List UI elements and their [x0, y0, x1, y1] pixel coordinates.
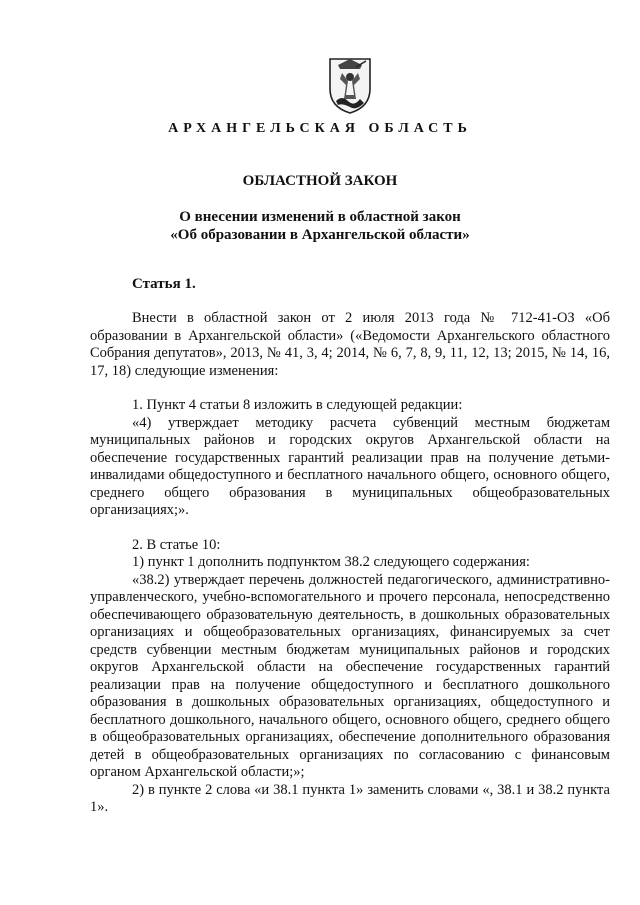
item-2-sub-1: 1) пункт 1 дополнить подпунктом 38.2 следующего содержания:	[132, 554, 530, 570]
law-title-line: О внесении изменений в областной закон	[179, 209, 461, 225]
item-2-sub-2: 2) в пункте 2 слова «и 38.1 пункта 1» заменить словами «, 38.1 и 38.2 пункта 1».	[90, 781, 610, 815]
region-name: АРХАНГЕЛЬСКАЯ ОБЛАСТЬ	[168, 121, 472, 136]
item-1-text: «4) утверждает методику расчета субвенций местным бюджетам муниципальных районов и городских округов Архангельской области на обеспечение государственных гарантий реализации прав на получение детьми-инвалидами общедоступного и бесплатного начального общего, основного общего, среднего общего образования в муниципальных общеобразовательных организациях;».	[90, 414, 610, 518]
article-heading: Статья 1.	[132, 276, 196, 292]
article-intro: Внести в областной закон от 2 июля 2013 года № 712-41-ОЗ «Об образовании в Архангельской области» («Ведомости Архангельского областного Собрания депутатов», 2013, № 41, 3, 4; 2014, № 6, 7, 8, 9, 11, 12, 13; 2015, № 14, 16, 17, 18) следующие изменения:	[90, 310, 610, 379]
law-title	[0, 208, 640, 244]
document-type: ОБЛАСТНОЙ ЗАКОН	[242, 173, 398, 189]
article-body	[90, 310, 610, 817]
item-2: 2. В статье 10:	[132, 536, 221, 553]
law-title-line: «Об образовании в Архангельской области»	[170, 227, 470, 243]
item-2-sub-1-text: «38.2) утверждает перечень должностей педагогического, административно-управленческого, учебно-вспомогательного и прочего персонала, непосредственно обеспечивающего образовательную деятельность, в дошкольных образовательных организациях и общеобразовательных организациях, финансируемых за счет средств субвенции местным бюджетам муниципальных районов и городских округов Архангельской области на обеспечение государственных гарантий реализации прав на получение общедоступного и бесплатного дошкольного образования в дошкольных образовательных организациях, общедоступного и бесплатного дошкольного, начального общего, основного общего, среднего общего в общеобразовательных организациях, обеспечение дополнительного образования детей в общеобразовательных организациях по согласованию с финансовым органом Архангельской области;»;	[90, 571, 610, 780]
item-1: 1. Пункт 4 статьи 8 изложить в следующей редакции:	[132, 397, 463, 413]
coat-of-arms-icon	[326, 55, 374, 115]
